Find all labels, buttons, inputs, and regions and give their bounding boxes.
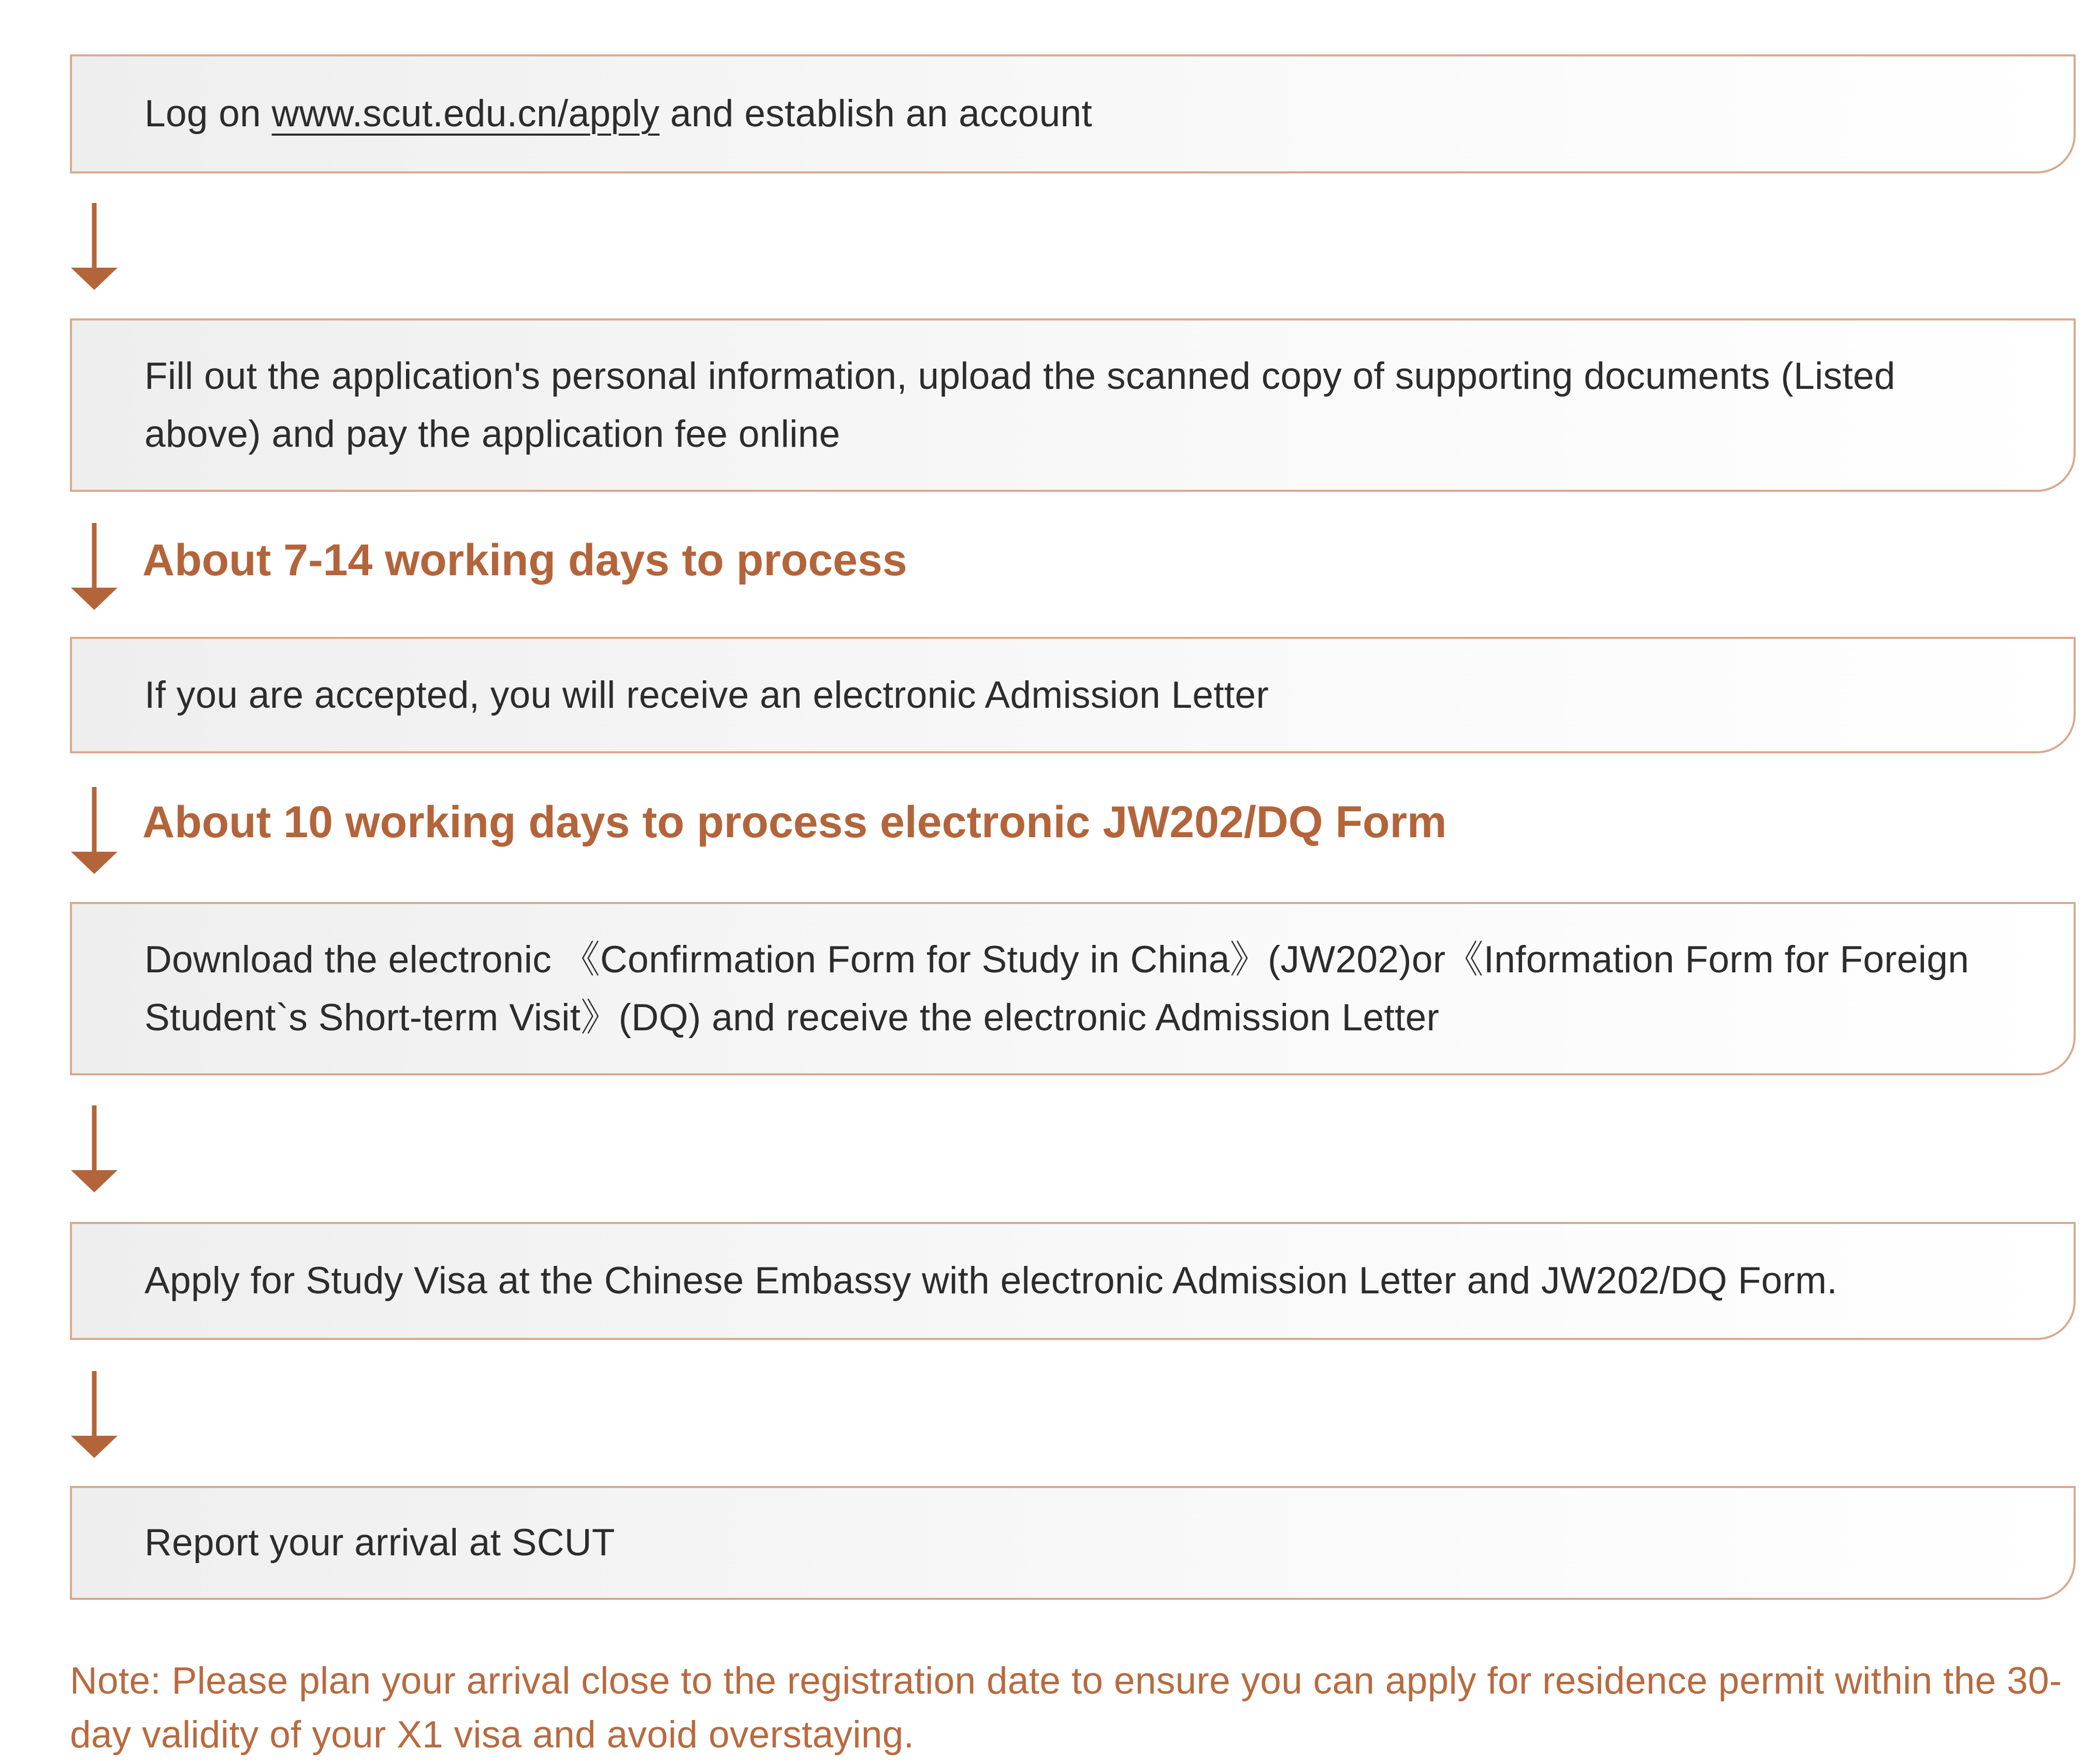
down-arrow-icon	[70, 523, 119, 611]
processing-time-note: About 7-14 working days to process	[142, 535, 907, 585]
step-3-text: If you are accepted, you will receive an electronic Admission Letter	[144, 674, 1269, 716]
step-6-text: Report your arrival at SCUT	[144, 1522, 615, 1564]
down-arrow-icon	[70, 1371, 119, 1459]
arrival-note: Note: Please plan your arrival close to the registration date to ensure you can apply for residence permit within the 30-day validity of your X1 visa and avoid overstaying.	[70, 1660, 2062, 1756]
step-1-text	[144, 85, 1092, 143]
step-box-2	[70, 318, 2076, 492]
step-box-1	[70, 54, 2076, 173]
down-arrow-icon	[70, 787, 119, 875]
step-1-suffix: and establish an account	[659, 93, 1092, 135]
step-box-3	[70, 637, 2076, 753]
form-processing-note: About 10 working days to process electronic JW202/DQ Form	[142, 797, 1447, 847]
down-arrow-icon	[70, 203, 119, 291]
step-2-text: Fill out the application's personal information, upload the scanned copy of supporting documents (Listed above) and pay the application fee online	[144, 355, 1895, 455]
apply-link[interactable]: www.scut.edu.cn/apply	[271, 93, 660, 135]
step-box-5	[70, 1222, 2076, 1340]
step-1-prefix: Log on	[144, 93, 272, 135]
step-5-text: Apply for Study Visa at the Chinese Embassy with electronic Admission Letter and JW202/DQ Form.	[144, 1260, 1837, 1302]
step-4-text: Download the electronic 《Confirmation Form for Study in China》(JW202)or《Information Form for Foreign Student`s Short-term Visit》(DQ) and receive the electronic Admission Letter	[144, 938, 1969, 1039]
down-arrow-icon	[70, 1105, 119, 1193]
step-box-6	[70, 1486, 2076, 1600]
step-box-4	[70, 902, 2076, 1075]
